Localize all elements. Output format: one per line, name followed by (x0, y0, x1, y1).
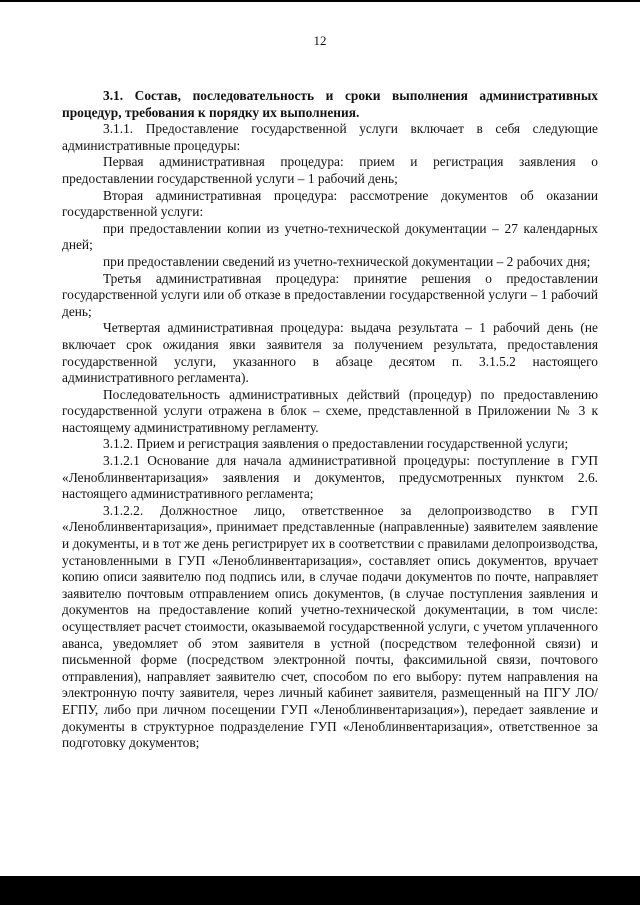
paragraph: Первая административная процедура: прием и регистрация заявления о предоставлении государственной услуги – 1 рабочий день; (62, 154, 598, 186)
scan-top-edge (0, 0, 640, 2)
paragraph: Вторая административная процедура: рассмотрение документов об оказании государственной услуги: (62, 187, 598, 220)
paragraph: 3.1.2.2. Должностное лицо, ответственное за делопроизводство в ГУП «Леноблинвентаризация», принимает представленные (направленные) заявителем заявление и документы, и в тот же день регистрирует их в соответствии с правилами делопроизводства, установленными в ГУП «Леноблинвентаризация», составляет опись документов, вручает копию описи заявителю под подпись или, в случае подачи документов по почте, направляет заявителю почтовым отправлением опись документов, (в случае поступления заявления и документов на предоставление копий учетно-технической документации, в том числе: осуществляет расчет стоимости, оказываемой государственной услуги, с учетом уплаченного аванса, уведомляет об этом заявителя в устной (посредством телефонной связи) и письменной форме (посредством электронной почты, факсимильной связи, почтового отправления), направляет заявителю счет, способом по его выбору: путем направления на электронную почту заявителя, через личный кабинет заявителя, размещенный на ПГУ ЛО/ЕГПУ, либо при личном посещении ГУП «Леноблинвентаризация»), передает заявление и документы в структурное подразделение ГУП «Леноблинвентаризация», ответственное за подготовку документов; (62, 502, 598, 751)
document-body (62, 88, 598, 752)
paragraph: Четвертая административная процедура: выдача результата – 1 рабочий день (не включает срок ожидания явки заявителя за получением результата, предоставления государственной услуги, указанного в абзаце десятом п. 3.1.5.2 настоящего административного регламента). (62, 320, 598, 386)
section-heading: 3.1. Состав, последовательность и сроки выполнения административных процедур, требования к порядку их выполнения. (62, 88, 598, 120)
paragraph: 3.1.2.1 Основание для начала административной процедуры: поступление в ГУП «Леноблинвентаризация» заявления и документов, предусмотренных пунктом 2.6. настоящего административного регламента; (62, 453, 598, 502)
paragraph: 3.1.2. Прием и регистрация заявления о предоставлении государственной услуги; (103, 436, 569, 452)
scan-bottom-edge (0, 876, 640, 905)
paragraph: Третья административная процедура: принятие решения о предоставлении государственной услуги или об отказе в предоставлении государственной услуги – 1 рабочий день; (62, 270, 598, 319)
paragraph: Последовательность административных действий (процедур) по предоставлению государственной услуги отражена в блок – схеме, представленной в Приложении № 3 к настоящему административному регламенту. (62, 386, 598, 435)
paragraph: при предоставлении сведений из учетно-технической документации – 2 рабочих дня; (103, 253, 591, 269)
paragraph: 3.1.1. Предоставление государственной услуги включает в себя следующие административные процедуры: (62, 121, 598, 153)
paragraph: при предоставлении копии из учетно-технической документации – 27 календарных дней; (62, 220, 598, 253)
page-number: 12 (313, 33, 327, 48)
